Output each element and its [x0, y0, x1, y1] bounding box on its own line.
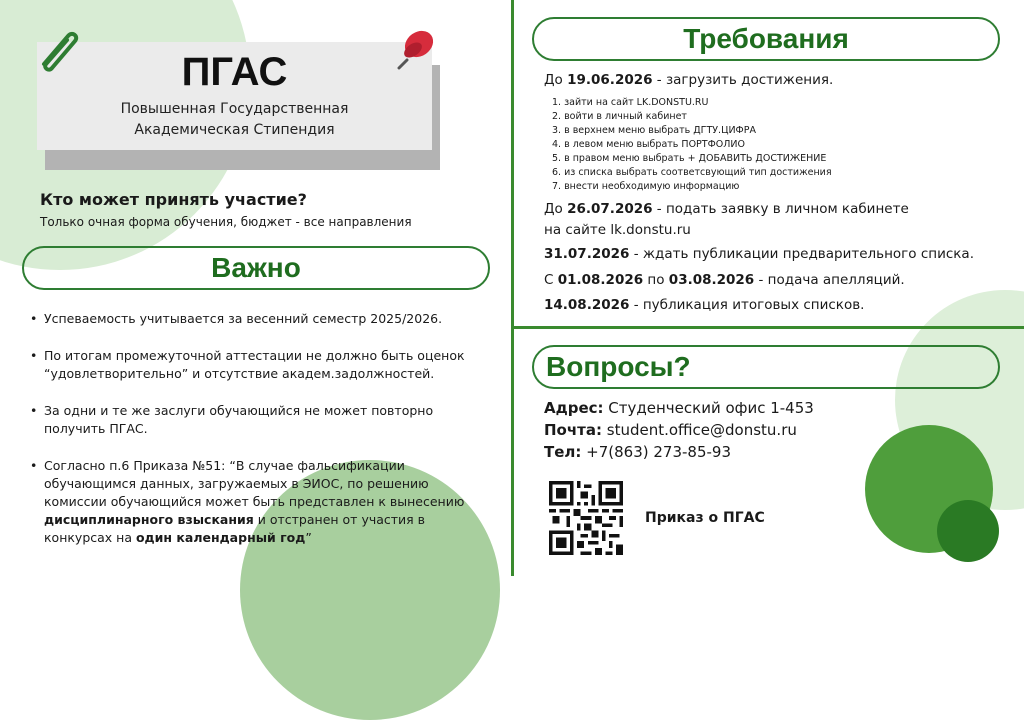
text-span: До — [544, 201, 568, 217]
bold-text: один календарный год — [135, 530, 306, 545]
text-span: на сайте lk.donstu.ru — [544, 222, 691, 238]
label: Адрес: — [544, 399, 604, 417]
value: +7(863) 273-85-93 — [581, 443, 732, 461]
qr-code[interactable] — [549, 481, 623, 555]
list-item: 2. войти в личный кабинет — [552, 111, 687, 122]
text-span: - подача апелляций. — [754, 272, 905, 288]
requirements-header: Требования — [532, 17, 1000, 61]
decor-circle — [937, 500, 999, 562]
text-span: Согласно п.6 Приказа №51: “В случае фальсификации обучающимся данных, загружаемых в ЭИОС, по решению комиссии обучающийся может быть представлен к вынесению — [44, 458, 465, 509]
subtitle — [37, 99, 432, 141]
text-span: и отстранен от участия в конкурсах на — [44, 512, 426, 545]
steps-list — [552, 96, 832, 194]
label: Тел: — [544, 443, 582, 461]
page-title: ПГАС — [181, 50, 288, 94]
title-card — [37, 42, 432, 150]
date: 19.06.2026 — [567, 72, 653, 88]
text-span: ” — [305, 530, 312, 545]
vertical-divider — [511, 0, 514, 576]
text-span: - ждать публикации предварительного списка. — [629, 246, 974, 262]
who-text: Только очная форма обучения, бюджет - все направления — [40, 215, 412, 229]
list-item: • За одни и те же заслуги обучающийся не может повторно получить ПГАС. — [30, 402, 490, 438]
subtitle-line: Академическая Стипендия — [134, 122, 335, 138]
bold-text: дисциплинарного взыскания — [44, 512, 254, 527]
contact-address — [544, 399, 814, 417]
qr-label: Приказ о ПГАС — [645, 510, 765, 526]
list-item: • По итогам промежуточной аттестации не должно быть оценок “удовлетворительно” и отсутствие академ.задолжностей. — [30, 347, 490, 383]
paperclip-icon — [30, 24, 82, 76]
text-span: по — [643, 272, 669, 288]
horizontal-divider — [513, 326, 1024, 329]
important-list — [30, 310, 490, 566]
requirement-item — [544, 246, 974, 262]
date: 03.08.2026 — [668, 272, 755, 288]
important-header: Важно — [22, 246, 490, 290]
value[interactable]: student.office@donstu.ru — [601, 421, 797, 439]
text-span: - загрузить достижения. — [652, 72, 834, 88]
requirement-item — [544, 199, 909, 241]
date: 26.07.2026 — [567, 201, 653, 217]
contact-mail[interactable] — [544, 421, 797, 439]
date: 14.08.2026 — [544, 297, 630, 313]
date: 31.07.2026 — [544, 246, 630, 262]
questions-header: Вопросы? — [532, 345, 1000, 389]
requirement-item — [544, 297, 864, 313]
list-item: 3. в верхнем меню выбрать ДГТУ.ЦИФРА — [552, 125, 756, 136]
list-item: 4. в левом меню выбрать ПОРТФОЛИО — [552, 139, 745, 150]
list-item: 1. зайти на сайт LK.DONSTU.RU — [552, 97, 709, 108]
pushpin-icon — [395, 24, 439, 70]
text-span: - публикация итоговых списков. — [629, 297, 865, 313]
value: Студенческий офис 1-453 — [603, 399, 814, 417]
requirement-item — [544, 72, 833, 88]
list-item: 7. внести необходимую информацию — [552, 181, 740, 192]
text-span: - подать заявку в личном кабинете — [652, 201, 909, 217]
subtitle-line: Повышенная Государственная — [120, 101, 349, 117]
list-item: 5. в правом меню выбрать + ДОБАВИТЬ ДОСТИЖЕНИЕ — [552, 153, 827, 164]
contact-phone — [544, 443, 731, 461]
date: 01.08.2026 — [557, 272, 644, 288]
text-span: С — [544, 272, 558, 288]
list-item: • Успеваемость учитывается за весенний семестр 2025/2026. — [30, 310, 490, 328]
label: Почта: — [544, 421, 602, 439]
text-span: До — [544, 72, 568, 88]
list-item: 6. из списка выбрать соответсвующий тип достижения — [552, 167, 832, 178]
who-title: Кто может принять участие? — [40, 190, 307, 209]
list-item — [30, 457, 490, 547]
requirement-item — [544, 272, 905, 288]
